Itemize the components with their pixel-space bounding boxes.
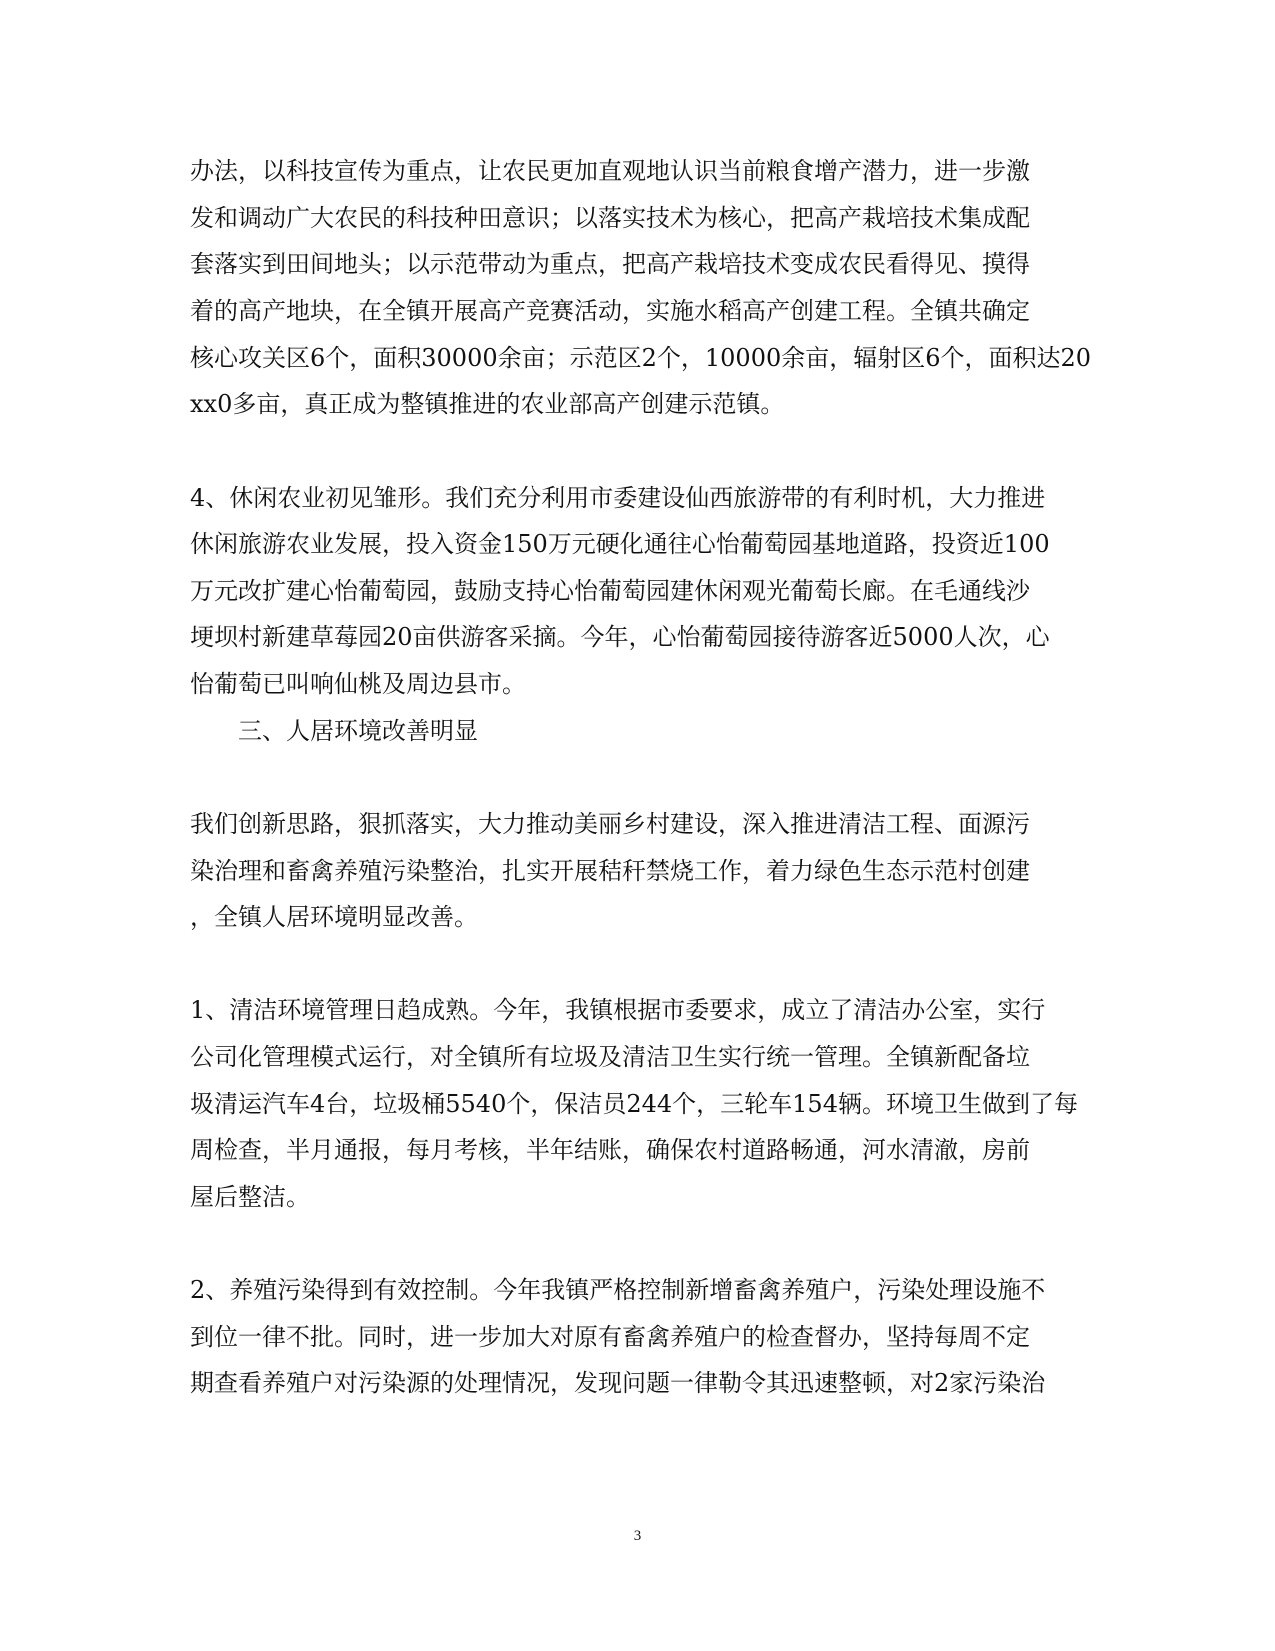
paragraph-line: 屋后整洁。	[190, 1183, 310, 1211]
paragraph-line: 染治理和畜禽养殖污染整治，扎实开展秸秆禁烧工作，着力绿色生态示范村创建	[190, 857, 1030, 885]
paragraph-line: 埂坝村新建草莓园20亩供游客采摘。今年，心怡葡萄园接待游客近5000人次，心	[190, 623, 1050, 651]
paragraph-line: 1、清洁环境管理日趋成熟。今年，我镇根据市委要求，成立了清洁办公室，实行	[190, 996, 1046, 1024]
page-number: 3	[633, 1528, 642, 1544]
paragraph-line: ，全镇人居环境明显改善。	[190, 903, 478, 931]
paragraph-line: 核心攻关区6个，面积30000余亩；示范区2个，10000余亩，辐射区6个，面积达20	[190, 344, 1092, 372]
paragraph-line: 我们创新思路，狠抓落实，大力推动美丽乡村建设，深入推进清洁工程、面源污	[190, 810, 1030, 838]
paragraph-line: 圾清运汽车4台，垃圾桶5540个，保洁员244个，三轮车154辆。环境卫生做到了每	[190, 1090, 1078, 1118]
paragraph-line: xx0多亩，真正成为整镇推进的农业部高产创建示范镇。	[190, 390, 785, 418]
paragraph-line: 2、养殖污染得到有效控制。今年我镇严格控制新增畜禽养殖户，污染处理设施不	[190, 1276, 1046, 1304]
paragraph-line: 办法，以科技宣传为重点，让农民更加直观地认识当前粮食增产潜力，进一步激	[190, 157, 1030, 185]
paragraph-line: 公司化管理模式运行，对全镇所有垃圾及清洁卫生实行统一管理。全镇新配备垃	[190, 1043, 1030, 1071]
paragraph-line: 到位一律不批。同时，进一步加大对原有畜禽养殖户的检查督办，坚持每周不定	[190, 1323, 1030, 1351]
paragraph-line: 着的高产地块，在全镇开展高产竞赛活动，实施水稻高产创建工程。全镇共确定	[190, 297, 1030, 325]
paragraph-line: 期查看养殖户对污染源的处理情况，发现问题一律勒令其迅速整顿，对2家污染治	[190, 1369, 1046, 1397]
paragraph-line: 休闲旅游农业发展，投入资金150万元硬化通往心怡葡萄园基地道路，投资近100	[190, 530, 1050, 558]
paragraph-line: 怡葡萄已叫响仙桃及周边县市。	[190, 670, 526, 698]
section-heading: 三、人居环境改善明显	[238, 717, 478, 745]
paragraph-line: 万元改扩建心怡葡萄园，鼓励支持心怡葡萄园建休闲观光葡萄长廊。在毛通线沙	[190, 577, 1030, 605]
paragraph-line: 周检查，半月通报，每月考核，半年结账，确保农村道路畅通，河水清澈，房前	[190, 1136, 1030, 1164]
paragraph-line: 套落实到田间地头；以示范带动为重点，把高产栽培技术变成农民看得见、摸得	[190, 250, 1030, 278]
paragraph-line: 4、休闲农业初见雏形。我们充分利用市委建设仙西旅游带的有利时机，大力推进	[190, 484, 1046, 512]
paragraph-line: 发和调动广大农民的科技种田意识；以落实技术为核心，把高产栽培技术集成配	[190, 204, 1030, 232]
